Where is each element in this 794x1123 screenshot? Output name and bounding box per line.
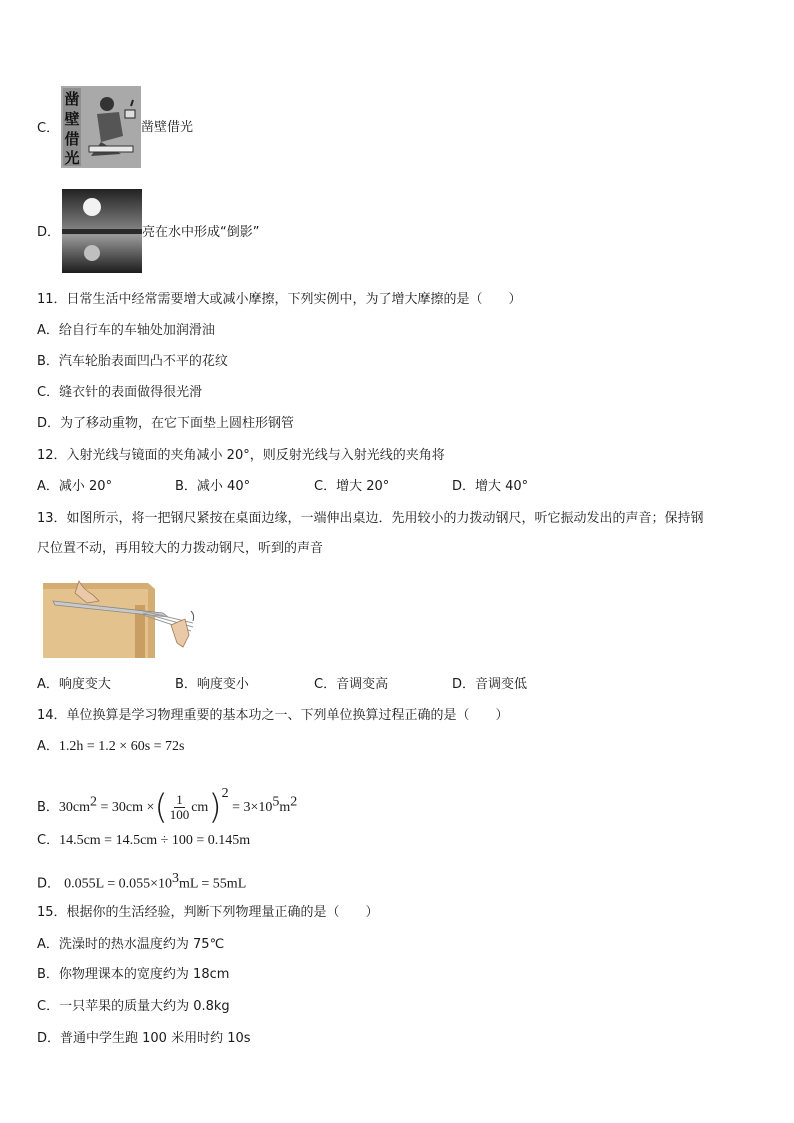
q15-stem: 15．根据你的生活经验，判断下列物理量正确的是（ ） xyxy=(37,905,379,920)
q13-stem-line2: 尺位置不动，再用较大的力拨动钢尺，听到的声音 xyxy=(37,541,324,556)
q14-d-exp: 3 xyxy=(171,871,179,886)
q10-option-c-caption: 凿壁借光 xyxy=(141,120,194,135)
q10-option-c-label: C． xyxy=(37,121,60,136)
q14-option-b: B．$30cm^2 = 30cm$ ×( $\frac{1}{100}$ $cm)^2 = 3\times 10^5m^2$ xyxy=(37,786,298,828)
q11-option-d: D．为了移动重物，在它下面垫上圆柱形钢管 xyxy=(37,416,295,431)
q12-option-a: A．减小 20° xyxy=(37,479,113,494)
q13-option-d: D．音调变低 xyxy=(452,677,528,692)
svg-text:壁: 壁 xyxy=(64,110,80,128)
q12-option-c: C．增大 20° xyxy=(314,479,390,494)
q13-option-a: A．响度变大 xyxy=(37,677,111,692)
svg-text:光: 光 xyxy=(64,149,80,167)
q11-option-b: B．汽车轮胎表面凹凸不平的花纹 xyxy=(37,354,228,369)
q14-option-c-label: C． xyxy=(37,833,60,848)
q14-b-right: = 3×10 xyxy=(228,800,273,815)
q15-option-a: A．洗澡时的热水温度约为 75℃ xyxy=(37,937,225,952)
q14-option-c xyxy=(37,832,250,850)
q13-option-c: C．音调变高 xyxy=(314,677,389,692)
q11-option-a: A．给自行车的车轴处加润滑油 xyxy=(37,323,215,338)
svg-text:凿: 凿 xyxy=(64,90,80,108)
q15-option-d: D．普通中学生跑 100 米用时约 10s xyxy=(37,1031,251,1046)
moon-reflection-image xyxy=(62,189,142,273)
chiseling-wall-image xyxy=(61,86,141,168)
q12-stem: 12．入射光线与镜面的夹角减小 20°，则反射光线与入射光线的夹角将 xyxy=(37,448,445,463)
q12-option-b: B．减小 40° xyxy=(175,479,251,494)
q15-option-c: C．一只苹果的质量大约为 0.8kg xyxy=(37,999,230,1014)
steel-ruler-figure xyxy=(43,575,199,658)
q14-b-numerator: 1 xyxy=(176,792,183,807)
q14-b-fraction xyxy=(170,793,190,822)
q11-stem: 11．日常生活中经常需要增大或减小摩擦，下列实例中，为了增大摩擦的是（ ） xyxy=(37,292,522,307)
q14-b-denominator: 100 xyxy=(169,807,190,822)
q14-option-b-label: B． xyxy=(37,800,59,815)
q14-b-unit: cm xyxy=(191,800,209,815)
q12-option-d: D．增大 40° xyxy=(452,479,529,494)
q13-stem-line1: 13．如图所示，将一把钢尺紧按在桌面边缘，一端伸出桌边．先用较小的力拨动钢尺，听它振动发出的声音；保持钢 xyxy=(37,511,704,526)
q14-option-a-math: 1.2h = 1.2 × 60s = 72s xyxy=(58,739,185,754)
q14-option-a-label: A． xyxy=(37,739,59,754)
q14-option-c-math: 14.5cm = 14.5cm ÷ 100 = 0.145m xyxy=(59,833,251,848)
q14-d-post: mL = 55mL xyxy=(178,876,247,892)
q14-option-d-label: D． xyxy=(37,876,61,892)
q14-option-d xyxy=(37,870,246,893)
q14-option-a xyxy=(37,738,185,756)
q14-b-mid: = 30cm × xyxy=(97,800,155,815)
q14-d-pre: 0.055L = 0.055×10 xyxy=(64,876,172,892)
q14-b-unit2: m xyxy=(279,800,291,815)
q14-b-sq2: 2 xyxy=(290,794,298,810)
q14-b-pow: 2 xyxy=(221,786,229,801)
q10-option-d-label: D． xyxy=(37,225,61,240)
q14-b-left: 30cm xyxy=(58,800,91,815)
q15-option-b: B．你物理课本的宽度约为 18cm xyxy=(37,967,230,982)
q10-option-d-caption: 亮在水中形成“倒影” xyxy=(142,225,260,240)
q13-option-b: B．响度变小 xyxy=(175,677,249,692)
q11-option-c: C．缝衣针的表面做得很光滑 xyxy=(37,385,203,400)
q14-b-exp: 5 xyxy=(272,794,280,810)
q14-b-sq: 2 xyxy=(90,794,98,810)
q14-stem: 14．单位换算是学习物理重要的基本功之一、下列单位换算过程正确的是（ ） xyxy=(37,708,509,723)
svg-text:借: 借 xyxy=(64,130,80,148)
